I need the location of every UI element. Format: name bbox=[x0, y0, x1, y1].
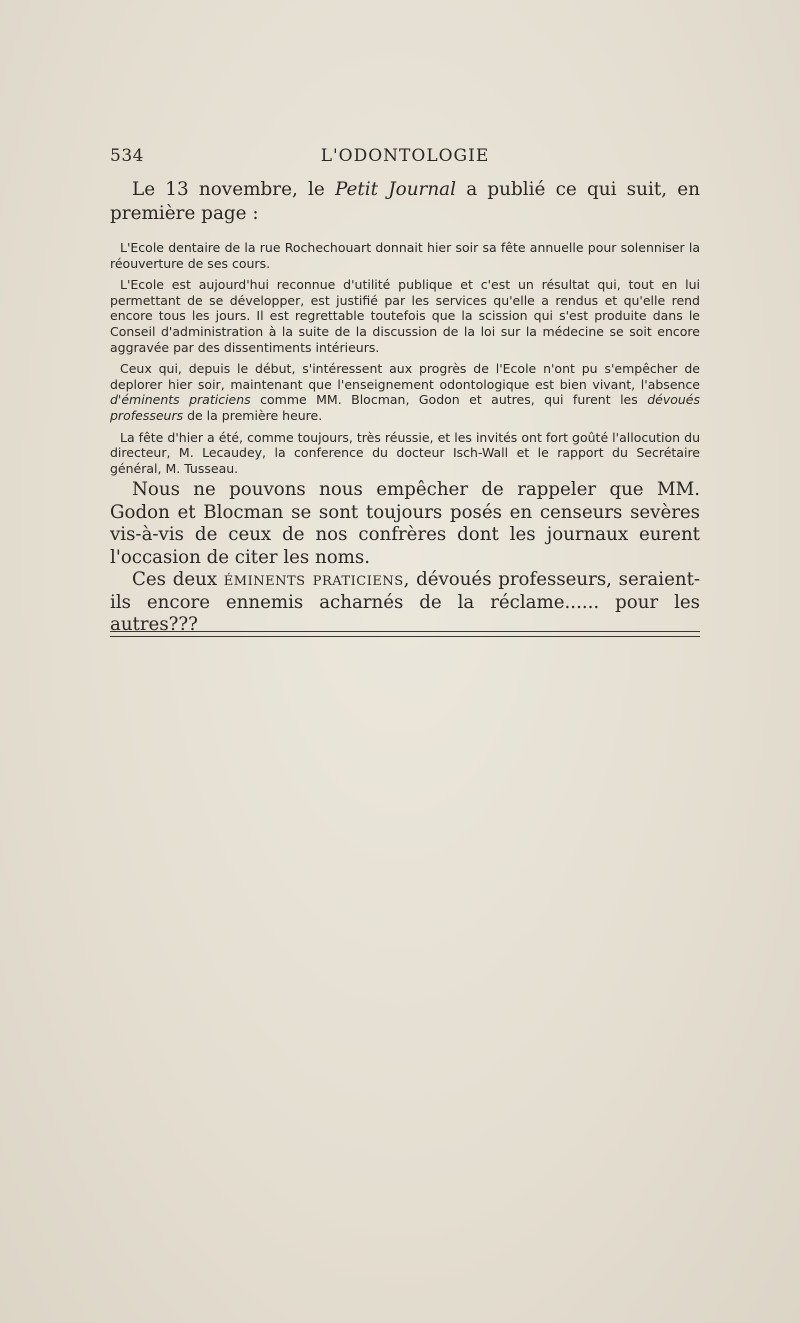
quote-p3-mid: comme MM. Blocman, Godon et autres, qui furent les bbox=[250, 392, 648, 408]
intro-text-after: a publié ce qui suit, en première page : bbox=[110, 179, 700, 224]
running-head: L'ODONTOLOGIE bbox=[320, 146, 490, 166]
commentary-paragraph-2 bbox=[110, 569, 700, 637]
closing-rule-top bbox=[110, 631, 700, 632]
commentary bbox=[110, 479, 700, 637]
journal-name: Petit Journal bbox=[334, 179, 457, 200]
intro-text-before: Le 13 novembre, le bbox=[132, 179, 335, 200]
intro-paragraph bbox=[110, 178, 700, 226]
commentary-p2-before: Ces deux bbox=[132, 569, 224, 590]
quote-p3-emphasis-2: dévoués professeurs bbox=[110, 392, 700, 423]
commentary-paragraph-1: Nous ne pouvons nous empêcher de rappeler que MM. Godon et Blocman se sont toujours posés en censeurs sevères vis-à-vis de ceux de nos confrères dont les journaux eurent l'occasion de citer les noms. bbox=[110, 479, 700, 568]
quote-paragraph-1: L'Ecole dentaire de la rue Rochechouart donnait hier soir sa fête annuelle pour solenniser la réouverture de ses cours. bbox=[110, 240, 700, 271]
page-header bbox=[110, 146, 700, 170]
page-number: 534 bbox=[110, 146, 144, 166]
quote-p3-before: Ceux qui, depuis le début, s'intéressent aux progrès de l'Ecole n'ont pu s'empêcher de deplorer hier soir, maintenant que l'enseignement odontologique est bien vivant, l'absence bbox=[110, 361, 700, 392]
commentary-p2-small-caps: éminents praticiens bbox=[223, 569, 404, 590]
quote-p3-after: de la première heure. bbox=[183, 407, 323, 423]
quote-paragraph-3 bbox=[110, 361, 700, 423]
closing-rule-bottom bbox=[110, 636, 700, 637]
quote-paragraph-2: L'Ecole est aujourd'hui reconnue d'utilité publique et c'est un résultat qui, tout en lui permettant de se développer, est justifié par les services qu'elle a rendus et qu'elle rend encore tous les jours. Il est regrettable toutefois que la scission qui s'est produite dans le Conseil d'administration à la suite de la discussion de la loi sur la médecine se soit encore aggravée par des dissentiments intérieurs. bbox=[110, 277, 700, 355]
quote-p3-emphasis-1: d'éminents praticiens bbox=[110, 392, 251, 408]
quote-paragraph-4: La fête d'hier a été, comme toujours, très réussie, et les invités ont fort goûté l'allocution du directeur, M. Lecaudey, la conference du docteur Isch-Wall et le rapport du Secrétaire général, M. Tusseau. bbox=[110, 429, 700, 476]
commentary-p2-after: , dévoués professeurs, seraient-ils encore ennemis acharnés de la réclame...... pour les autres??? bbox=[110, 569, 701, 635]
quoted-article bbox=[110, 240, 700, 482]
